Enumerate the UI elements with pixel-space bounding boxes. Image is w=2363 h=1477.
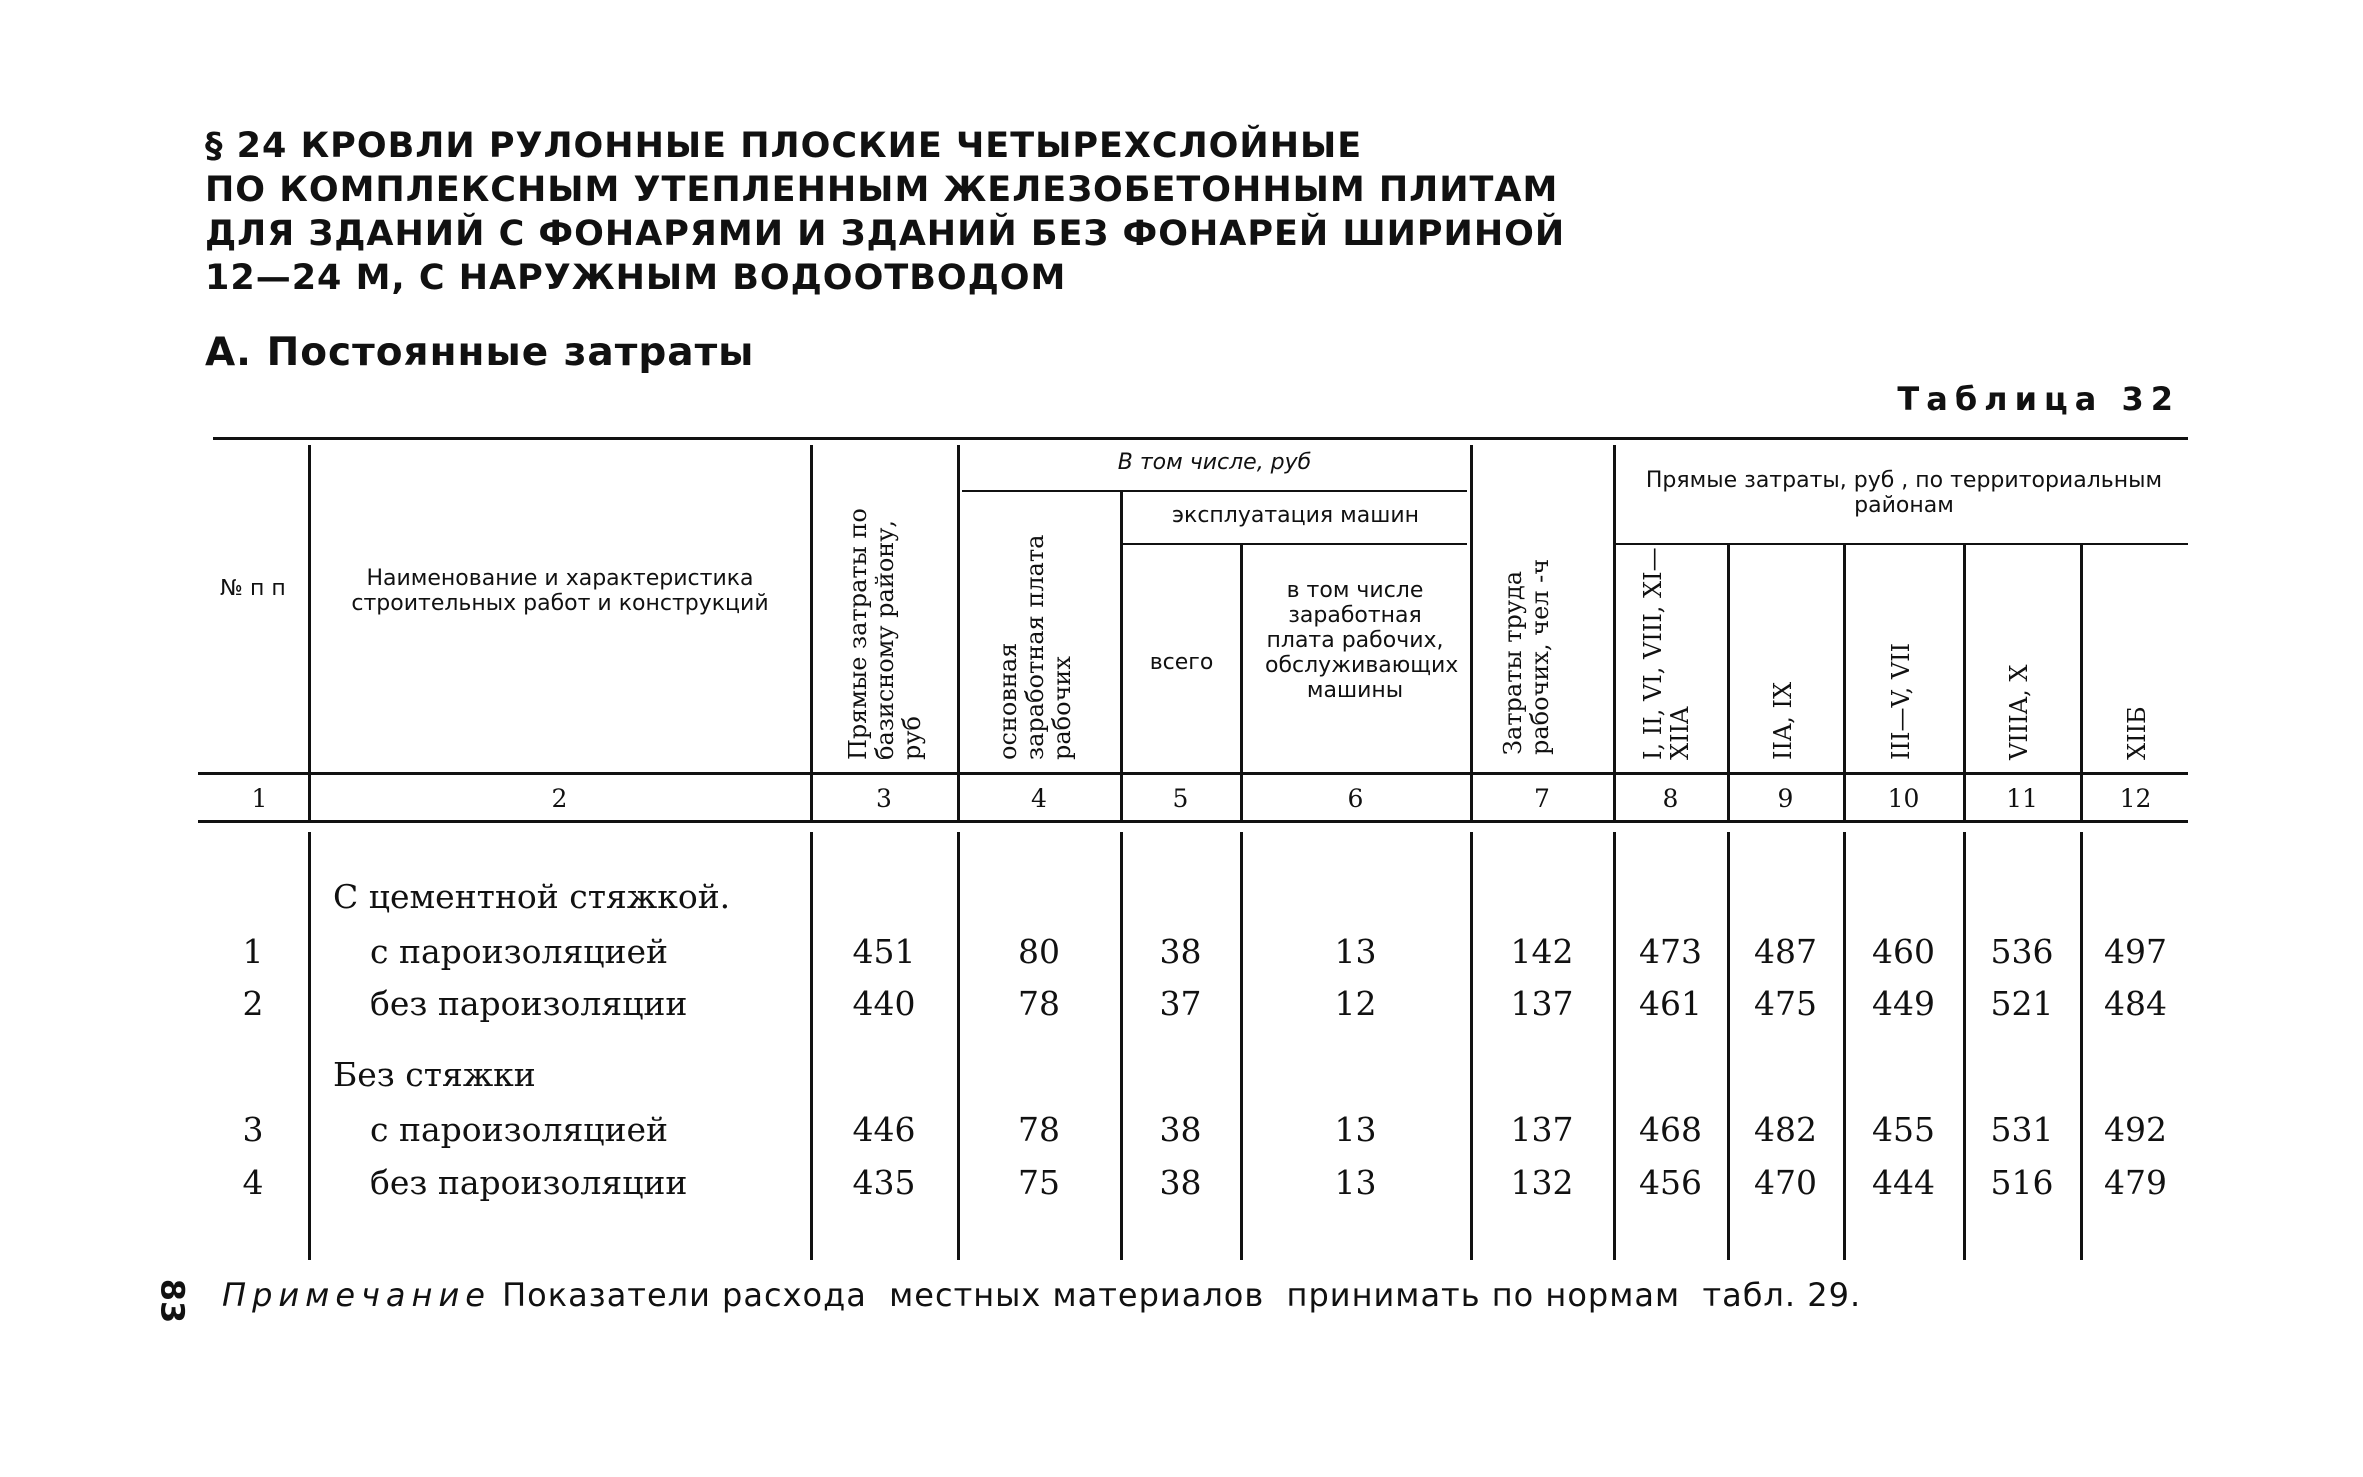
cell-machines-total: 38 xyxy=(1159,1110,1202,1149)
cell-region: 456 xyxy=(1639,1163,1702,1202)
cell-region: 455 xyxy=(1872,1110,1935,1149)
row-number: 3 xyxy=(242,1110,264,1149)
cell-region: 536 xyxy=(1990,932,2054,971)
header-rule-incl xyxy=(962,490,1467,492)
cell-region: 487 xyxy=(1754,932,1817,971)
column-number: 12 xyxy=(2119,784,2152,813)
header-incl-group: В том числе, руб xyxy=(1117,450,1312,475)
cell-machines-wage: 13 xyxy=(1334,932,1377,971)
header-base-wage: основная заработная плата рабочих xyxy=(994,534,1076,760)
column-number: 9 xyxy=(1777,784,1794,813)
col-divider xyxy=(2080,545,2083,772)
row-name: с пароизоляцией xyxy=(370,932,669,971)
row-name: без пароизоляции xyxy=(370,1163,688,1202)
group-label: С цементной стяжкой. xyxy=(333,877,731,916)
header-region: VIIIA, X xyxy=(2005,664,2033,760)
header-region: I, II, VI, VIII, XI—XIIA xyxy=(1639,547,1694,760)
col-divider xyxy=(1963,545,1966,772)
header-machines-wage: в том числе заработная плата рабочих, обслуживающих машины xyxy=(1265,578,1459,703)
cell-direct-cost: 451 xyxy=(852,932,916,971)
cell-machines-wage: 12 xyxy=(1334,984,1377,1023)
cell-base-wage: 78 xyxy=(1018,984,1060,1023)
row-number: 2 xyxy=(242,984,264,1023)
cell-labor: 132 xyxy=(1510,1163,1574,1202)
col-divider xyxy=(1727,545,1730,772)
cell-labor: 137 xyxy=(1510,984,1574,1023)
header-direct-cost: Прямые затраты по базисному району, руб xyxy=(844,508,926,760)
col-divider xyxy=(957,445,960,772)
column-number: 6 xyxy=(1347,784,1364,813)
cell-region: 473 xyxy=(1639,932,1702,971)
subsection-title: А. Постоянные затраты xyxy=(205,330,755,375)
column-number: 3 xyxy=(876,784,892,813)
footnote xyxy=(222,1276,1861,1314)
col-divider xyxy=(308,832,311,1260)
page-number: 83 xyxy=(153,1278,192,1324)
column-number: 11 xyxy=(2006,784,2038,813)
cell-region: 484 xyxy=(2104,984,2167,1023)
title-line: ПО КОМПЛЕКСНЫМ УТЕПЛЕННЫМ ЖЕЛЕЗОБЕТОННЫМ ПЛИТАМ xyxy=(205,170,1559,210)
header-machines-total: всего xyxy=(1149,650,1214,675)
cell-labor: 137 xyxy=(1510,1110,1574,1149)
column-number: 4 xyxy=(1031,784,1047,813)
header-rule-regions xyxy=(1615,543,2188,545)
cell-region: 460 xyxy=(1872,932,1935,971)
cell-region: 521 xyxy=(1990,984,2054,1023)
column-number: 5 xyxy=(1172,784,1189,813)
cell-region: 461 xyxy=(1639,984,1702,1023)
col-divider xyxy=(1470,445,1473,772)
cell-region: 449 xyxy=(1872,984,1935,1023)
col-divider xyxy=(1843,545,1846,772)
cell-region: 482 xyxy=(1754,1110,1817,1149)
header-labor: Затраты труда рабочих, чел -ч xyxy=(1499,558,1554,755)
cell-machines-total: 38 xyxy=(1159,1163,1202,1202)
cell-base-wage: 78 xyxy=(1018,1110,1060,1149)
title-line: § 24 КРОВЛИ РУЛОННЫЕ ПЛОСКИЕ ЧЕТЫРЕХСЛОЙНЫЕ xyxy=(205,126,1363,166)
title-line: ДЛЯ ЗДАНИЙ С ФОНАРЯМИ И ЗДАНИЙ БЕЗ ФОНАРЕЙ ШИРИНОЙ xyxy=(205,214,1566,254)
cell-region: 497 xyxy=(2104,932,2167,971)
row-number: 1 xyxy=(242,932,264,971)
column-number: 10 xyxy=(1887,784,1920,813)
col-divider xyxy=(810,445,813,772)
footnote-text: Показатели расхода местных материалов принимать по нормам табл. 29. xyxy=(502,1276,1862,1314)
table-top-rule xyxy=(213,437,2188,440)
col-divider xyxy=(308,445,311,772)
cell-region: 492 xyxy=(2104,1110,2167,1149)
row-name: без пароизоляции xyxy=(370,984,688,1023)
title-line: 12—24 М, С НАРУЖНЫМ ВОДООТВОДОМ xyxy=(205,258,1067,298)
col-divider xyxy=(1240,545,1243,772)
cell-direct-cost: 446 xyxy=(852,1110,916,1149)
header-num: № п п xyxy=(220,576,286,601)
cell-direct-cost: 440 xyxy=(852,984,916,1023)
row-name: с пароизоляцией xyxy=(370,1110,669,1149)
cell-region: 475 xyxy=(1754,984,1817,1023)
cell-region: 479 xyxy=(2104,1163,2167,1202)
header-regions-group: Прямые затраты, руб , по территориальным районам xyxy=(1645,468,2163,518)
table-label: Таблица 32 xyxy=(1897,380,2180,418)
col-divider xyxy=(1120,492,1123,772)
cell-machines-total: 37 xyxy=(1159,984,1202,1023)
cell-labor: 142 xyxy=(1510,932,1574,971)
cell-base-wage: 80 xyxy=(1018,932,1060,971)
cell-machines-wage: 13 xyxy=(1334,1163,1377,1202)
header-name: Наименование и характеристика строительных работ и конструкций xyxy=(351,566,769,616)
group-label: Без стяжки xyxy=(333,1055,536,1094)
header-bottom-rule xyxy=(198,772,2188,775)
column-number: 2 xyxy=(551,784,568,813)
cell-base-wage: 75 xyxy=(1018,1163,1060,1202)
header-machines-group: эксплуатация машин xyxy=(1171,503,1420,528)
header-region: III—V, VII xyxy=(1887,642,1915,760)
footnote-label: Примечание xyxy=(222,1276,491,1314)
cell-machines-wage: 13 xyxy=(1334,1110,1377,1149)
cell-region: 531 xyxy=(1990,1110,2054,1149)
row-number: 4 xyxy=(242,1163,264,1202)
cell-machines-total: 38 xyxy=(1159,932,1202,971)
column-number: 7 xyxy=(1534,784,1550,813)
header-region: IIA, IX xyxy=(1769,681,1797,760)
cell-region: 468 xyxy=(1639,1110,1702,1149)
col-divider xyxy=(1613,445,1616,772)
cell-region: 516 xyxy=(1990,1163,2054,1202)
header-rule-machines xyxy=(1120,543,1467,545)
section-title xyxy=(205,124,1605,300)
column-number: 8 xyxy=(1662,784,1679,813)
cell-region: 444 xyxy=(1872,1163,1935,1202)
column-number-rule xyxy=(198,820,2188,823)
cell-region: 470 xyxy=(1754,1163,1817,1202)
column-number: 1 xyxy=(251,784,268,813)
header-region: XIIБ xyxy=(2123,706,2151,760)
cell-direct-cost: 435 xyxy=(852,1163,916,1202)
